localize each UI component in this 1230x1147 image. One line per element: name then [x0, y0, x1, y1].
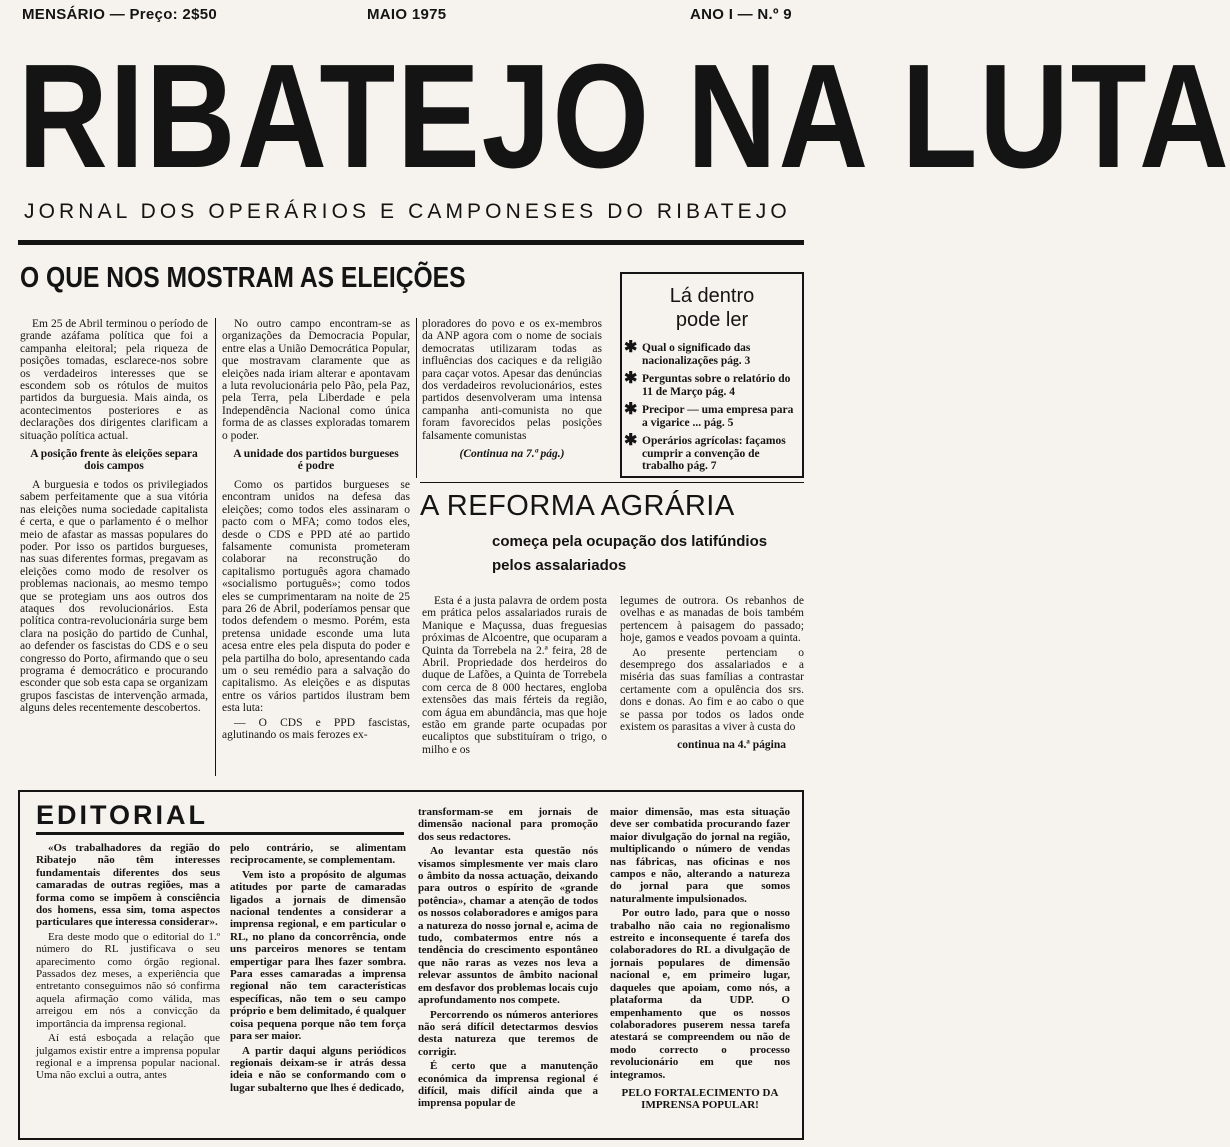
editorial-quote: «Os trabalhadores da região do Ribatejo não têm interesses fundamentais diferentes dos seus camaradas de outras regiões, mas a forma como se impõem à consciência dos homens, essa sim, toma aspectos particulares que interessa considerar». [36, 842, 220, 929]
contents-item-page: pág. 4 [705, 385, 735, 398]
editorial-paragraph: Percorrendo os números anteriores não será difícil detectarmos desvios desta natureza que teremos de corrigir. [418, 1008, 598, 1058]
reforma-paragraph: Ao presente pertenciam o desemprego dos assalariados e a miséria das suas famílias a contrastar certamente com a opulência dos srs. dons e donas. Ao fim e ao cabo o que se passa por todos os lados onde existem os parasitas a viver à custa do [620, 646, 804, 734]
box-title-line: Lá dentro [669, 285, 755, 307]
lead-paragraph: Em 25 de Abril terminou o período de grande azáfama política que foi a campanha eleitoral; pela riqueza de posições tomadas, esclarece-nos sobre os verdadeiros interesses que se escondem sob os rótulos de muitos partidos da burguesia. Mais ainda, os acontecimentos posteriores e as declarações dos dirigentes clarificam a situação política actual. [20, 318, 208, 442]
editorial-paragraph: A partir daqui alguns periódicos regionais deixam-se ir atrás dessa ideia e não se conformando com o lugar subalterno que lhes é dedicado, [230, 1044, 406, 1094]
lead-subhead: A posição frente às eleições separa dois campos [30, 448, 198, 473]
masthead-rule [18, 240, 804, 245]
reforma-headline: A REFORMA AGRÁRIA [420, 490, 735, 522]
editorial-paragraph: Era deste modo que o editorial do 1.º número do RL justificava o seu aparecimento como órgão regional. Passados dez meses, a experiência que entretanto conseguimos não só confirma aquela afirmação como válida, mas arreigou em nós a convicção da importância da imprensa regional. [36, 930, 220, 1030]
star-icon: ✱ [624, 339, 638, 356]
price-line: MENSÁRIO — Preço: 2$50 [22, 6, 217, 23]
contents-item-text: Perguntas sobre o relatório do 11 de Março [642, 373, 791, 398]
reforma-paragraph: legumes de outrora. Os rebanhos de ovelhas e as manadas de bois também pertencem à paisagem do passado; hoje, gamos e veados povoam a quinta. [620, 595, 804, 645]
editorial-paragraph: É certo que a manutenção económica da imprensa regional é difícil, mais difícil ainda que a imprensa popular de [418, 1060, 598, 1110]
lead-column-2 [222, 318, 410, 743]
star-icon: ✱ [624, 401, 638, 418]
editorial-column-1 [36, 842, 220, 1084]
issue-date: MAIO 1975 [367, 6, 447, 23]
editorial-title-rule [36, 832, 404, 835]
editorial-paragraph: Vem isto a propósito de algumas atitudes por parte de camaradas ligados a jornais de dimensão nacional tendentes a considerar a imprensa regional, e em particular o RL, no plano da concorrência, onde uns parceiros menores se tentam empertigar para lhes fazer sombra. Para esses camaradas a imprensa regional não tem características específicas, não tem o seu campo próprio e bem delimitado, é qualquer coisa pequena porque não tem força para ser maior. [230, 868, 406, 1043]
lead-subhead: A unidade dos partidos burgueses é podre [233, 448, 399, 473]
editorial-column-2 [230, 842, 406, 1096]
editorial-paragraph: maior dimensão, mas esta situação deve ser combatida procurando fazer maior divulgação do jornal na região, multiplicando o número de vendas nas fábricas, nas oficinas e nos campos e não, alterando a natureza do jornal para que somos naturalmente impulsionados. [610, 806, 790, 905]
contents-item-text: Operários agrícolas: façamos cumprir a convenção de trabalho [642, 435, 786, 472]
box-title [622, 284, 802, 332]
lead-headline: O QUE NOS MOSTRAM AS ELEIÇÕES [20, 262, 466, 294]
contents-item[interactable] [622, 432, 796, 473]
reforma-paragraph: Esta é a justa palavra de ordem posta em prática pelos assalariados rurais de Manique e Maçussa, duas freguesias próximas de Alcoentre, que ocuparam a Quinta da Torrebela na 2.ª feira, 28 de Abril. Propriedade dos herdeiros do duque de Lafões, a Quinta de Torrebela com cerca de 8 000 hectares, engloba extensões das mais férteis da região, com água em abundância, mas que hoje estão em grande parte ocupadas por eucaliptos que substituíram o trigo, o milho e os [422, 595, 607, 756]
contents-item-text: Precipor — uma empresa para a vigarice ... [642, 404, 794, 429]
editorial-paragraph: Por outro lado, para que o nosso trabalho não caia no regionalismo estreito e inconsequente é tarefa dos colaboradores do RL a divulgação de jornais populares de dimensão nacional e, em primeiro lugar, daqueles que apoiam, como nós, a plataforma da UDP. O empenhamento que os nossos colaboradores puserem nessa tarefa atestará se compreendem ou não de modo correcto o processo revolucionário em que nos integramos. [610, 907, 790, 1081]
editorial-paragraph: transformam-se em jornais de dimensão nacional para promoção dos seus redactores. [418, 806, 598, 843]
contents-list [622, 339, 802, 473]
lead-paragraph: ploradores do povo e os ex-membros da ANP agora com o nome de sociais democratas utilizaram todas as influências dos caciques e da religião para caçar votos. Apesar das denúncias dos verdadeiros revolucionários, estes partidos desenvolveram uma intensa campanha anti-comunista no que foram favorecidos pelas posições falsamente comunistas [422, 318, 602, 442]
box-title-line: pode ler [675, 309, 749, 331]
contents-item-page: pág. 3 [720, 354, 751, 367]
editorial-paragraph: Aí está esboçada a relação que julgamos existir entre a imprensa popular regional e a imprensa popular nacional. Uma não exclui a outra, antes [36, 1032, 220, 1082]
reforma-column-2 [620, 595, 804, 754]
editorial-paragraph: Ao levantar esta questão nós visamos simplesmente ver mais claro o âmbito da nossa actuação, deixando para outros o espírito de «grande potência», chamar a atenção de todos os nossos colaboradores e amigos para a natureza do nosso jornal e, acima de tudo, combatermos entre nós a tendência do crescimento espontâneo que não raras as vezes nos leva a relevar assuntos de âmbito nacional em desfavor dos problemas locais cujo aprofundamento nos compete. [418, 845, 598, 1007]
section-rule [420, 482, 804, 483]
editorial-title: EDITORIAL [36, 800, 209, 830]
issue-number: ANO I — N.º 9 [690, 6, 792, 23]
editorial-column-4 [610, 806, 790, 1114]
contents-item[interactable] [622, 401, 796, 429]
editorial-signoff: PELO FORTALECIMENTO DA IMPRENSA POPULAR! [621, 1086, 779, 1112]
contents-item[interactable] [622, 339, 796, 367]
contents-item-page: pág. 5 [703, 416, 734, 429]
reforma-column-1 [422, 595, 607, 758]
contents-item-text: Qual o significado das nacionalizações [642, 342, 751, 367]
reforma-continuation: continua na 4.ª página [677, 739, 786, 752]
contents-item-page: pág. 7 [687, 460, 717, 472]
masthead-title: RIBATEJO NA LUTA [18, 34, 1230, 199]
lead-paragraph: — O CDS e PPD fascistas, aglutinando os mais ferozes ex- [222, 716, 410, 741]
inside-contents-box [620, 272, 804, 478]
lead-continuation: (Continua na 7.ª pág.) [459, 448, 565, 461]
lead-column-3 [422, 318, 602, 462]
column-divider [416, 318, 417, 478]
editorial-paragraph: pelo contrário, se alimentam reciprocamente, se complementam. [230, 842, 406, 867]
contents-item[interactable] [622, 370, 796, 398]
editorial-column-3 [418, 806, 598, 1112]
reforma-deck-line-1: começa pela ocupação dos latifúndios [492, 533, 768, 550]
star-icon: ✱ [624, 432, 638, 449]
reforma-deck-line-2: pelos assalariados [492, 557, 627, 574]
lead-paragraph: No outro campo encontram-se as organizações da Democracia Popular, entre elas a União Democrática Popular, que mostravam claramente que as eleições nada iriam alterar e apontavam a luta revolucionária pelo Pão, pela Paz, pela Terra, pela Liberdade e pela Independência Nacional como única forma de as classes exploradas tomarem o poder. [222, 318, 410, 442]
lead-column-1 [20, 318, 208, 717]
lead-paragraph: A burguesia e todos os privilegiados sabem perfeitamente que a sua vitória nas eleições numa sociedade capitalista é certa, e que o parlamento é o melhor meio de afastar as massas populares do poder. Por isso os partidos burgueses, nas suas diferentes formas, pregavam as eleições como modo de resolver os problemas nacionais, ao mesmo tempo que se protegiam uns aos outros dos ataques dos revolucionários. Esta política contra-revolucionária surge bem clara na posição do partido de Cunhal, ao defender os fascistas do CDS e o seu congresso do Porto, afirmando que o seu programa é democrático e procurando esconder que sob esta capa se organizam grupos fascistas de intervenção armada, alguns deles recentemente descobertos. [20, 478, 208, 715]
lead-paragraph: Como os partidos burgueses se encontram unidos na defesa das eleições; como todos eles assinaram o pacto com o MFA; como todos eles, desde o CDS e PPD até ao partido falsamente comunista prometeram colaborar na reconstrução do capitalismo português agora chamado «socialismo português»; como todos eles se cumprimentaram na noite de 25 para 26 de Abril, poderíamos pensar que todos defendem o mesmo. Porém, esta pretensa unidade esconde uma luta acesa entre eles pela disputa do poder e pela partilha do bolo, apresentando cada um o seu remédio para a salvação do capitalismo. As eleições e as disputas entre os vários partidos ilustram bem esta luta: [222, 478, 410, 715]
masthead-subtitle: JORNAL DOS OPERÁRIOS E CAMPONESES DO RIBATEJO [24, 200, 791, 223]
star-icon: ✱ [624, 370, 638, 387]
column-divider [215, 318, 216, 776]
